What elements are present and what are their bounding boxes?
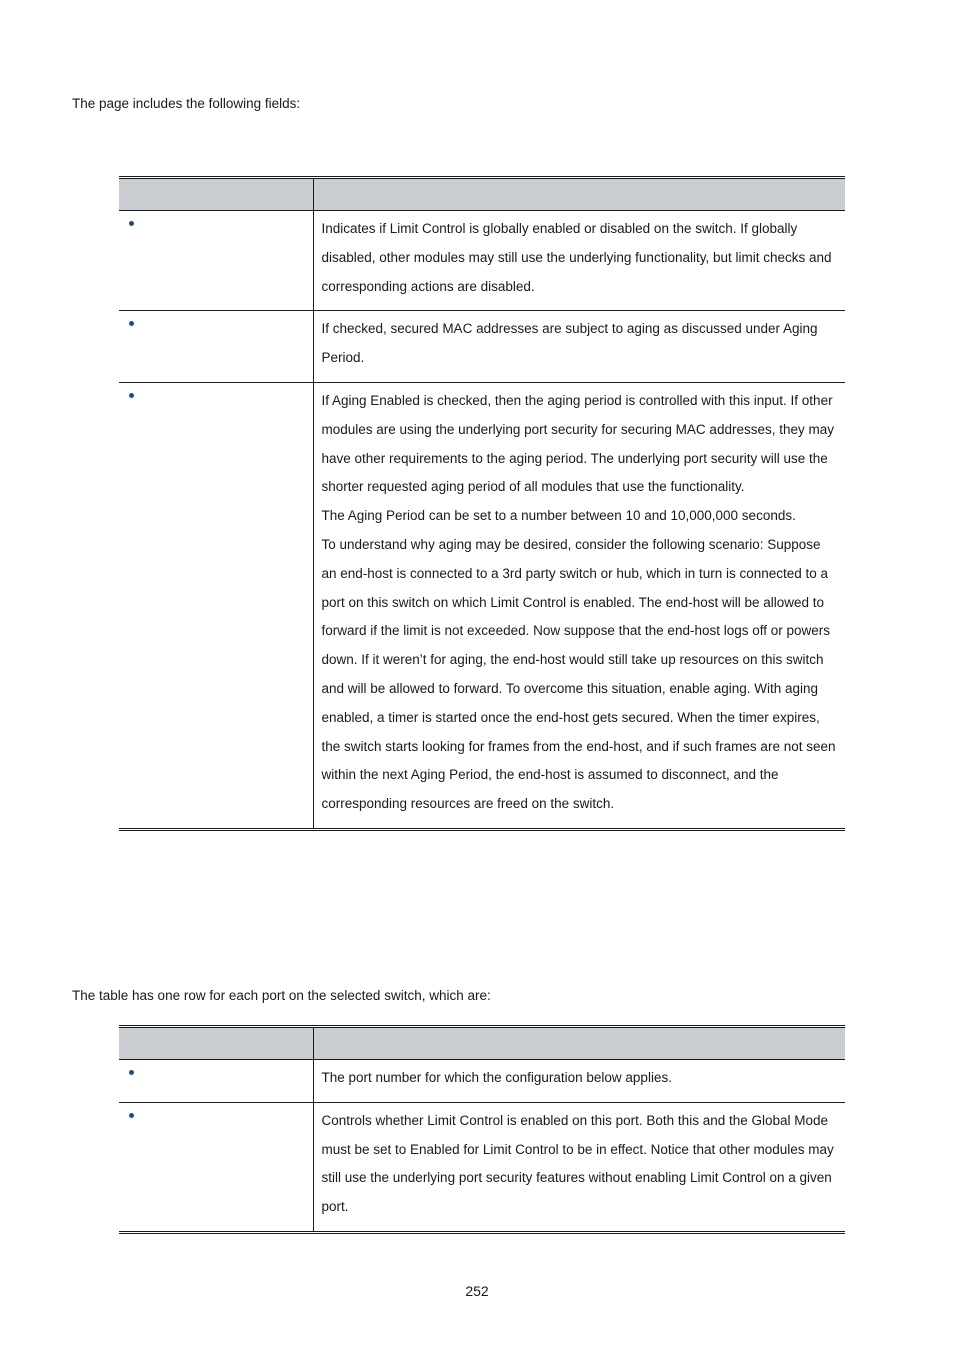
bullet-icon [129,221,134,226]
object-header-cell [119,1027,313,1060]
object-cell [119,311,313,383]
table-header-row [119,1027,845,1060]
intro-port-text: The table has one row for each port on the selected switch, which are: [72,988,491,1003]
table-row [119,311,845,383]
description-text: To understand why aging may be desired, consider the following scenario: Suppose an end-host is connected to a 3rd party switch or hub, which in turn is connected to a port on this switch on which Limit Control is enabled. The end-host will be allowed to forward if the limit is not exceeded. Now suppose that the end-host logs off or powers down. If it weren’t for aging, the end-host would still take up resources on this switch and will be allowed to forward. To overcome this situation, enable aging. With aging enabled, a timer is started once the end-host gets secured. When the timer expires, the switch starts looking for frames from the end-host, and if such frames are not seen within the next Aging Period, the end-host is assumed to disconnect, and the corresponding resources are freed on the switch. [321,536,836,812]
object-cell [119,211,313,311]
table-row [119,1102,845,1232]
description-cell [313,1060,845,1103]
object-cell [119,382,313,829]
port-settings-table [119,1025,845,1234]
object-cell [119,1060,313,1103]
description-text: The port number for which the configuration below applies. [321,1070,672,1085]
description-text: If Aging Enabled is checked, then the aging period is controlled with this input. If other modules are using the underlying port security for securing MAC addresses, they may have other requirements to the aging period. The underlying port security will use the shorter requested aging period of all modules that use the functionality. [321,392,834,495]
global-settings-table [119,176,845,831]
description-cell [313,1102,845,1232]
table-header-row [119,178,845,211]
intro-global-text: The page includes the following fields: [72,96,301,111]
table-row [119,1060,845,1103]
description-cell [313,311,845,383]
table-row [119,382,845,829]
description-cell [313,382,845,829]
description-text: Controls whether Limit Control is enabled on this port. Both this and the Global Mode must be set to Enabled for Limit Control to be in effect. Notice that other modules may still use the underlying port security features without enabling Limit Control on a given port. [321,1112,834,1215]
description-cell [313,211,845,311]
description-text: Indicates if Limit Control is globally enabled or disabled on the switch. If globally disabled, other modules may still use the underlying functionality, but limit checks and corresponding actions are disabled. [321,221,832,294]
bullet-icon [129,321,134,326]
description-text: The Aging Period can be set to a number between 10 and 10,000,000 seconds. [321,508,796,524]
description-text: If checked, secured MAC addresses are subject to aging as discussed under Aging Period. [321,321,818,366]
bullet-icon [129,1070,134,1075]
object-cell [119,1102,313,1232]
description-header-cell [313,178,845,211]
description-header-cell [313,1027,845,1060]
bullet-icon [129,1113,134,1118]
table-row [119,211,845,311]
bullet-icon [129,393,134,398]
object-header-cell [119,178,313,211]
page-number: 252 [465,1283,489,1299]
